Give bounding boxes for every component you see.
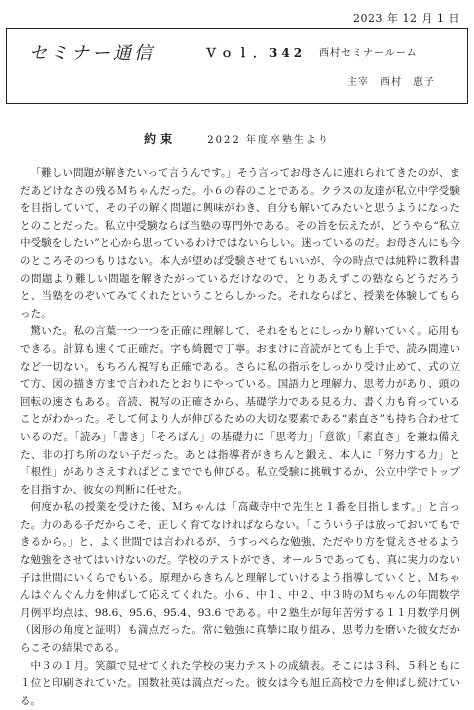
article-heading xyxy=(0,128,474,147)
article-subtitle: 2022 年度卒塾生より xyxy=(207,135,330,146)
volume-number: Ｖｏｌ．342 xyxy=(205,46,307,60)
issue-date: 2023 年 12 月 1 日 xyxy=(353,12,460,25)
paragraph: 驚いた。私の言葉一つ一つを正確に理解して、それをもとにしっかり解いていく。応用もできる。計算も速くて正確だ。字も綺麗で丁寧。おまけに音読がとても上手で、読み間違いなど一切ない。もちろん視写も正確である。さらに私の指示をしっかり受け止めて、式の立て方、図の描き方まで言われたとおりにやっている。国語力と理解力、思考力があり、頭の回転の速さもある。音読、視写の正確さから、基礎学力である見る力、書く力も育っていることがわかった。そして何より人が伸びるための大切な要素である“素直さ”も持ち合わせているのだ。「読み」「書き」「そろばん」の基礎力に「思考力」「意欲」「素直さ」を兼ね備えた、非の打ち所のない子だった。あとは指導者がきちんと鍛え、本人に「努力する力」と「根性」がありさえすればどこまででも伸びる。私立受験に挑戦するか、公立中学でトップを目指すか、彼女の判断に任せた。 xyxy=(20,325,460,496)
article-body xyxy=(20,165,460,707)
newsletter-title: セミナー通信 xyxy=(29,43,155,64)
paragraph: 中３の１月。笑顔で見せてくれた学校の実力テストの成績表。そこには３科、５科ともに１位と印刷されていた。国数社英は満点だった。彼女は今も旭丘高校で力を伸ばし続けている。 xyxy=(20,659,460,707)
newsletter-header xyxy=(6,28,468,104)
editor-name: 主宰 西村 恵子 xyxy=(347,77,435,88)
organization-name: 西村セミナールーム xyxy=(319,48,418,59)
paragraph: 「難しい問題が解きたいって言うんです。」そう言ってお母さんに連れられてきたのが、まだあどけなさの残るＭちゃんだった。小６の春のことである。クラスの友達が私立中学受験を目指していて、その子の解く問題に興味がわき、自分も解いてみたいと思うようになったとのことだった。私立中受験ならば当塾の専門外である。その旨を伝えたが、どうやら“私立中受験をしたい”と心から思っているわけではないらしい。迷っているのだ。お母さんにも今のところそのつもりはない。本人が望めば受験させてもいいが、今の時点では純粋に教科書の問題より難しい問題を解きたがっているだけなので、とりあえずこの塾ならどうだろうと、当塾をのぞいてみてくれたということらしかった。それならばと、授業を体験してもらった。 xyxy=(20,167,460,320)
article-title: 約束 xyxy=(144,132,177,146)
paragraph: 何度か私の授業を受けた後、Ｍちゃんは「高蔵寺中で先生と１番を目指します。」と言った。力のある子だからこそ、正しく育てなければならない。「こういう子は放っておいてもできるから。」と、よく世間では言われるが、うすっぺらな勉強、ただやり方を覚えさせるような勉強をさせてはいけないのだ。学校のテストができ、オール５であっても、真に実力のない子は世間にいくらでもいる。原理からきちんと理解していけるよう指導していくと、Ｍちゃんはぐんぐん力を伸ばして応えてくれた。小６、中１、中２、中３時のＭちゃんの年間数学月例平均点は、98.6、95.6、95.4、93.6 である。中２塾生が毎年苦労する１１月数学月例（図形の角度と証明）も満点だった。常に勉強に真摯に取り組み、思考力を磨いた彼女だからこその結果である。 xyxy=(20,501,460,655)
